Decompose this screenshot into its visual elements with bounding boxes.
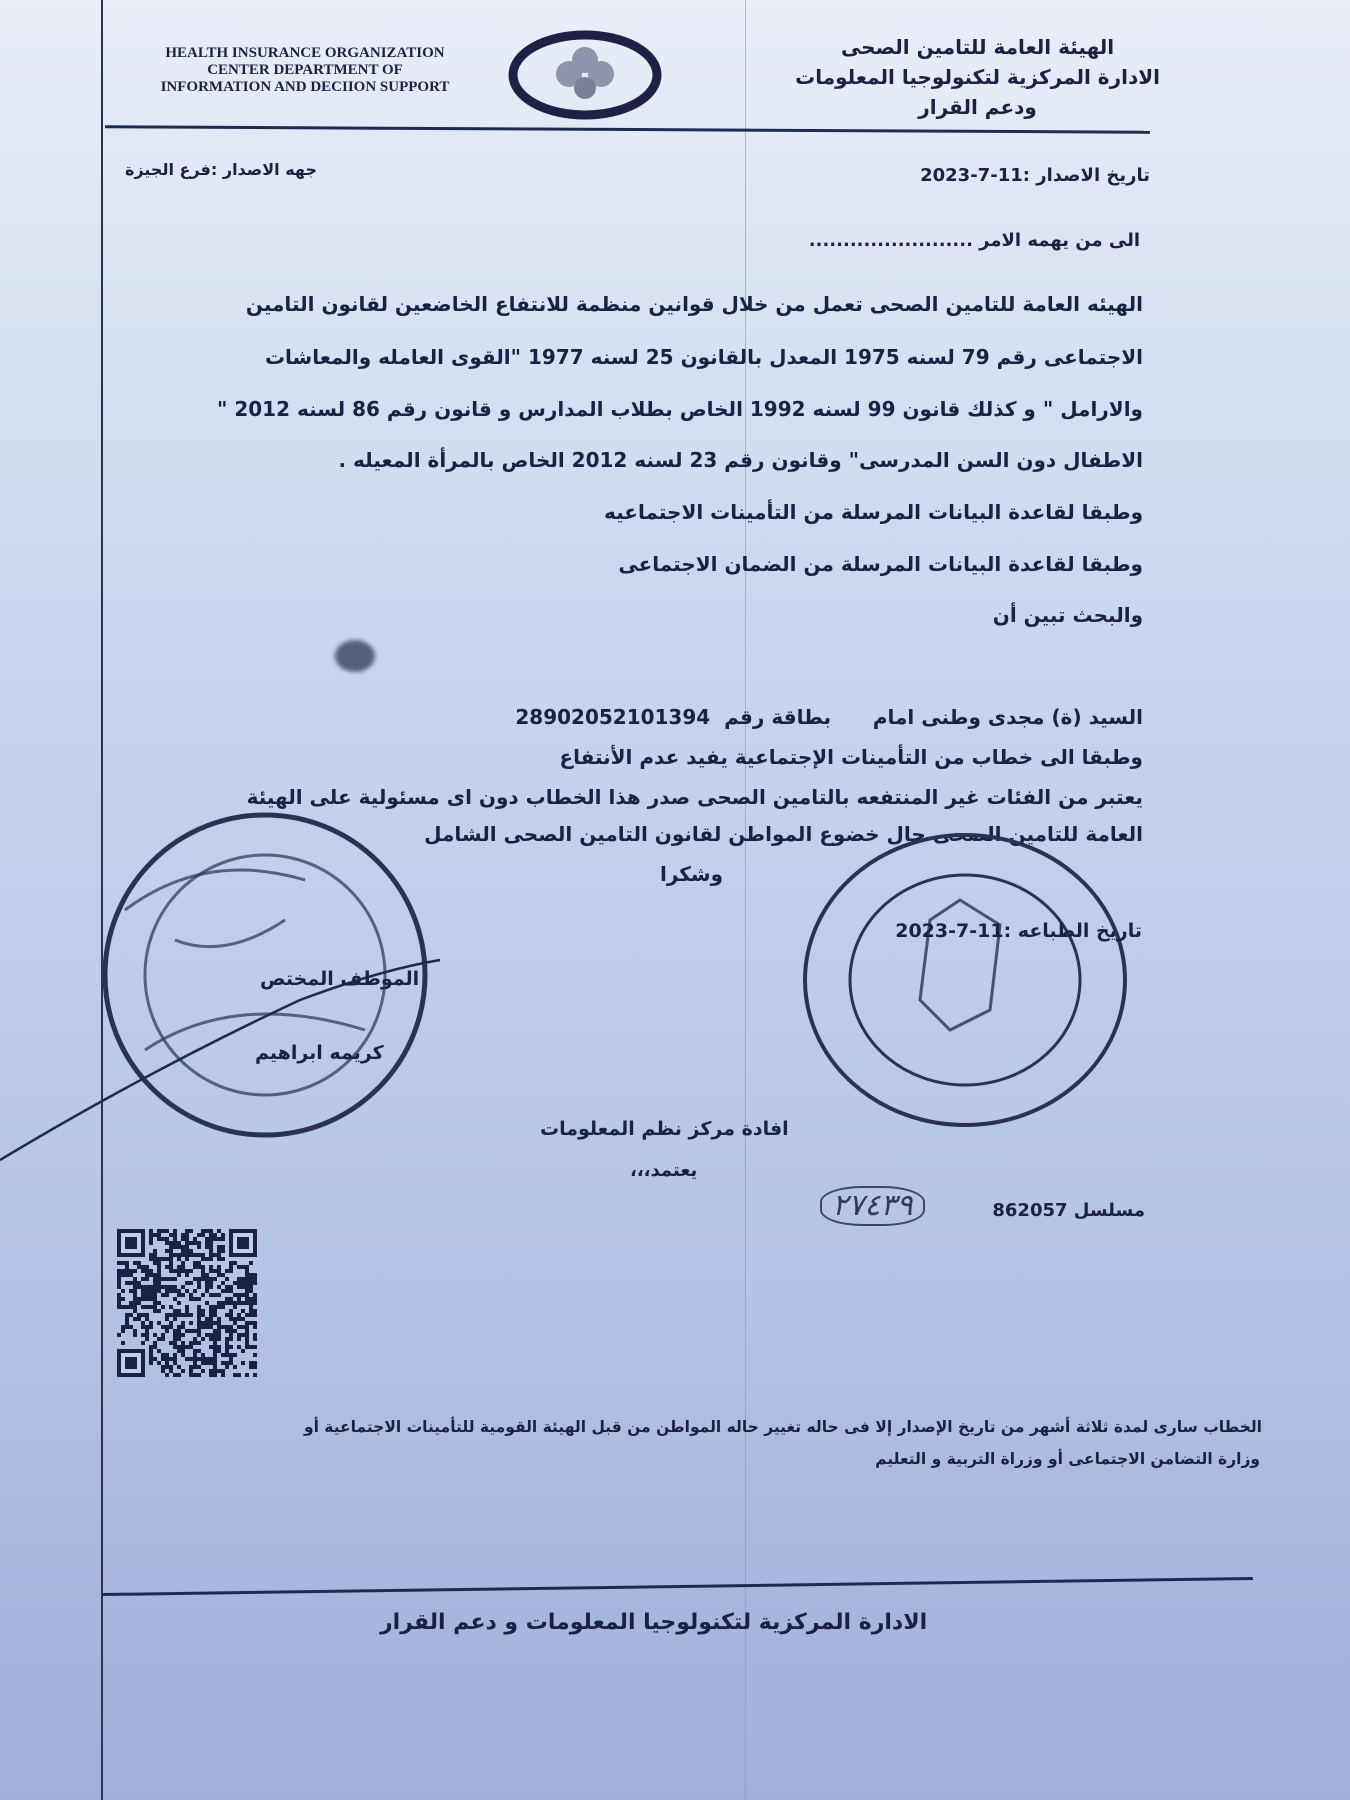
basis-line: وطبقا لقاعدة البيانات المرسلة من الضمان الاجتماعى bbox=[618, 552, 1143, 576]
organization-logo bbox=[505, 30, 665, 120]
thanks: وشكرا bbox=[660, 862, 724, 886]
ink-smudge bbox=[335, 640, 375, 672]
header-en-line: CENTER DEPARTMENT OF bbox=[207, 62, 403, 78]
footer-department: الادارة المركزية لتكنولوجيا المعلومات و دعم القرار bbox=[380, 1610, 928, 1635]
serial: مسلسل 862057 bbox=[992, 1200, 1145, 1221]
handwritten-number: ٢٧٤٣٩ bbox=[820, 1186, 925, 1226]
employee-title: الموظف المختص bbox=[260, 968, 420, 990]
issue-date: تاريخ الاصدار :11-7-2023 bbox=[920, 165, 1150, 186]
person-line: السيد (ة) مجدى وطنى امام بطاقة رقم 28902052101394 bbox=[515, 705, 1143, 729]
header-arabic bbox=[795, 32, 1160, 122]
header-ar-line: الهيئة العامة للتامين الصحى bbox=[840, 35, 1115, 59]
validity-note: وزارة التضامن الاجتماعى أو وزراة التربية و التعليم bbox=[875, 1450, 1260, 1468]
info-center: افادة مركز نظم المعلومات bbox=[540, 1118, 789, 1140]
body-line: يعتبر من الفئات غير المنتفعه بالتامين الصحى صدر هذا الخطاب دون اى مسئولية على الهيئة bbox=[246, 785, 1143, 809]
body-line: الاطفال دون السن المدرسى" وقانون رقم 23 لسنه 2012 الخاص بالمرأة المعيله . bbox=[338, 448, 1143, 472]
header-ar-line: الادارة المركزية لتكنولوجيا المعلومات bbox=[795, 65, 1160, 89]
header-rule bbox=[105, 125, 1150, 133]
body-line: العامة للتامين الصحى حال خضوع المواطن لقانون التامين الصحى الشامل bbox=[424, 822, 1143, 846]
header-en-line: HEALTH INSURANCE ORGANIZATION bbox=[165, 45, 445, 61]
header-ar-line: ودعم القرار bbox=[918, 95, 1037, 119]
qr-code bbox=[117, 1228, 257, 1378]
validity-note: الخطاب سارى لمدة ثلاثة أشهر من تاريخ الإصدار إلا فى حاله تغيير حاله المواطن من قبل الهيئة القومية للتأمينات الاجتماعية أو bbox=[303, 1418, 1262, 1436]
right-stamp bbox=[800, 830, 1130, 1130]
body-line: الاجتماعى رقم 79 لسنه 1975 المعدل بالقانون 25 لسنه 1977 "القوى العامله والمعاشات bbox=[264, 345, 1143, 369]
issuer: جهه الاصدار :فرع الجيزة bbox=[125, 160, 318, 179]
fold-line bbox=[745, 0, 746, 1800]
print-date: تاريخ الطباعه :11-7-2023 bbox=[895, 920, 1142, 942]
approve: يعتمد،،، bbox=[630, 1160, 698, 1181]
employee-name: كريمه ابراهيم bbox=[255, 1042, 384, 1064]
body-line: الهيئه العامة للتامين الصحى تعمل من خلال قوانين منظمة للانتفاع الخاضعين لقانون التامين bbox=[245, 292, 1143, 316]
header-english bbox=[130, 45, 480, 96]
basis-line: وطبقا لقاعدة البيانات المرسلة من التأمينات الاجتماعيه bbox=[604, 500, 1143, 524]
salutation: الى من يهمه الامر ........................ bbox=[808, 230, 1140, 251]
header-en-line: INFORMATION AND DECIION SUPPORT bbox=[160, 79, 450, 95]
body-line: والارامل " و كذلك قانون 99 لسنه 1992 الخاص بطلاب المدارس و قانون رقم 86 لسنه 2012 " bbox=[216, 397, 1143, 421]
footer-rule bbox=[103, 1577, 1253, 1596]
basis-line: والبحث تبين أن bbox=[992, 603, 1143, 627]
body-line: وطبقا الى خطاب من التأمينات الإجتماعية يفيد عدم الأنتفاع bbox=[559, 745, 1143, 769]
